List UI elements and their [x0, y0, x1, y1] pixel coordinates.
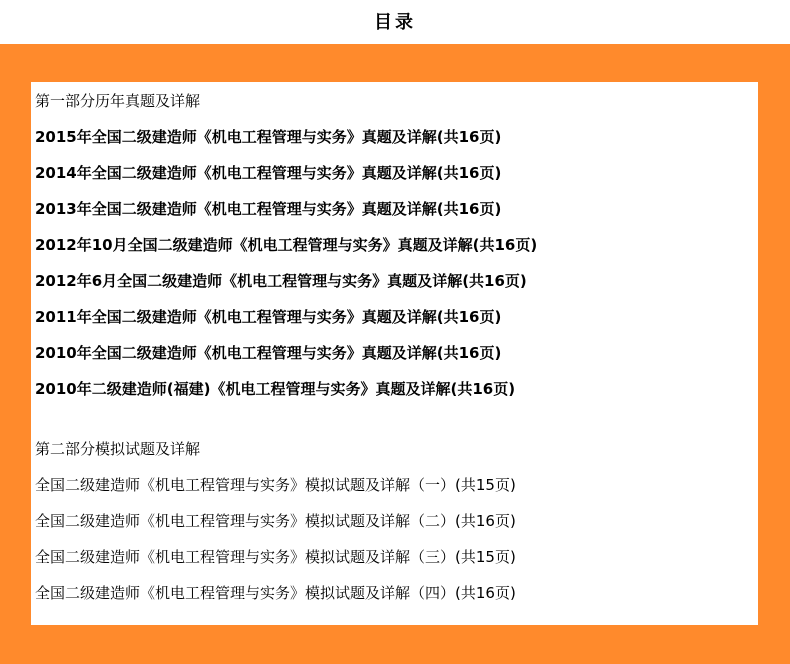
page-title: 目录: [374, 12, 416, 33]
toc-item[interactable]: 全国二级建造师《机电工程管理与实务》模拟试题及详解（三）(共15页): [35, 548, 516, 566]
toc-item[interactable]: 全国二级建造师《机电工程管理与实务》模拟试题及详解（二）(共16页): [35, 512, 516, 530]
orange-frame: [0, 44, 790, 664]
part2-heading: 第二部分模拟试题及详解: [35, 440, 201, 458]
toc-item[interactable]: 2014年全国二级建造师《机电工程管理与实务》真题及详解(共16页): [35, 164, 502, 182]
toc-item[interactable]: 2010年二级建造师(福建)《机电工程管理与实务》真题及详解(共16页): [35, 380, 516, 398]
toc-item[interactable]: 全国二级建造师《机电工程管理与实务》模拟试题及详解（一）(共15页): [35, 476, 516, 494]
toc-item[interactable]: 2012年6月全国二级建造师《机电工程管理与实务》真题及详解(共16页): [35, 272, 527, 290]
toc-item[interactable]: 2012年10月全国二级建造师《机电工程管理与实务》真题及详解(共16页): [35, 236, 538, 254]
part1-heading: 第一部分历年真题及详解: [35, 92, 201, 110]
toc-item[interactable]: 2015年全国二级建造师《机电工程管理与实务》真题及详解(共16页): [35, 128, 502, 146]
toc-item[interactable]: 2013年全国二级建造师《机电工程管理与实务》真题及详解(共16页): [35, 200, 502, 218]
toc-panel: [31, 82, 758, 625]
toc-item[interactable]: 全国二级建造师《机电工程管理与实务》模拟试题及详解（四）(共16页): [35, 584, 516, 602]
toc-item[interactable]: 2011年全国二级建造师《机电工程管理与实务》真题及详解(共16页): [35, 308, 502, 326]
toc-item[interactable]: 2010年全国二级建造师《机电工程管理与实务》真题及详解(共16页): [35, 344, 502, 362]
